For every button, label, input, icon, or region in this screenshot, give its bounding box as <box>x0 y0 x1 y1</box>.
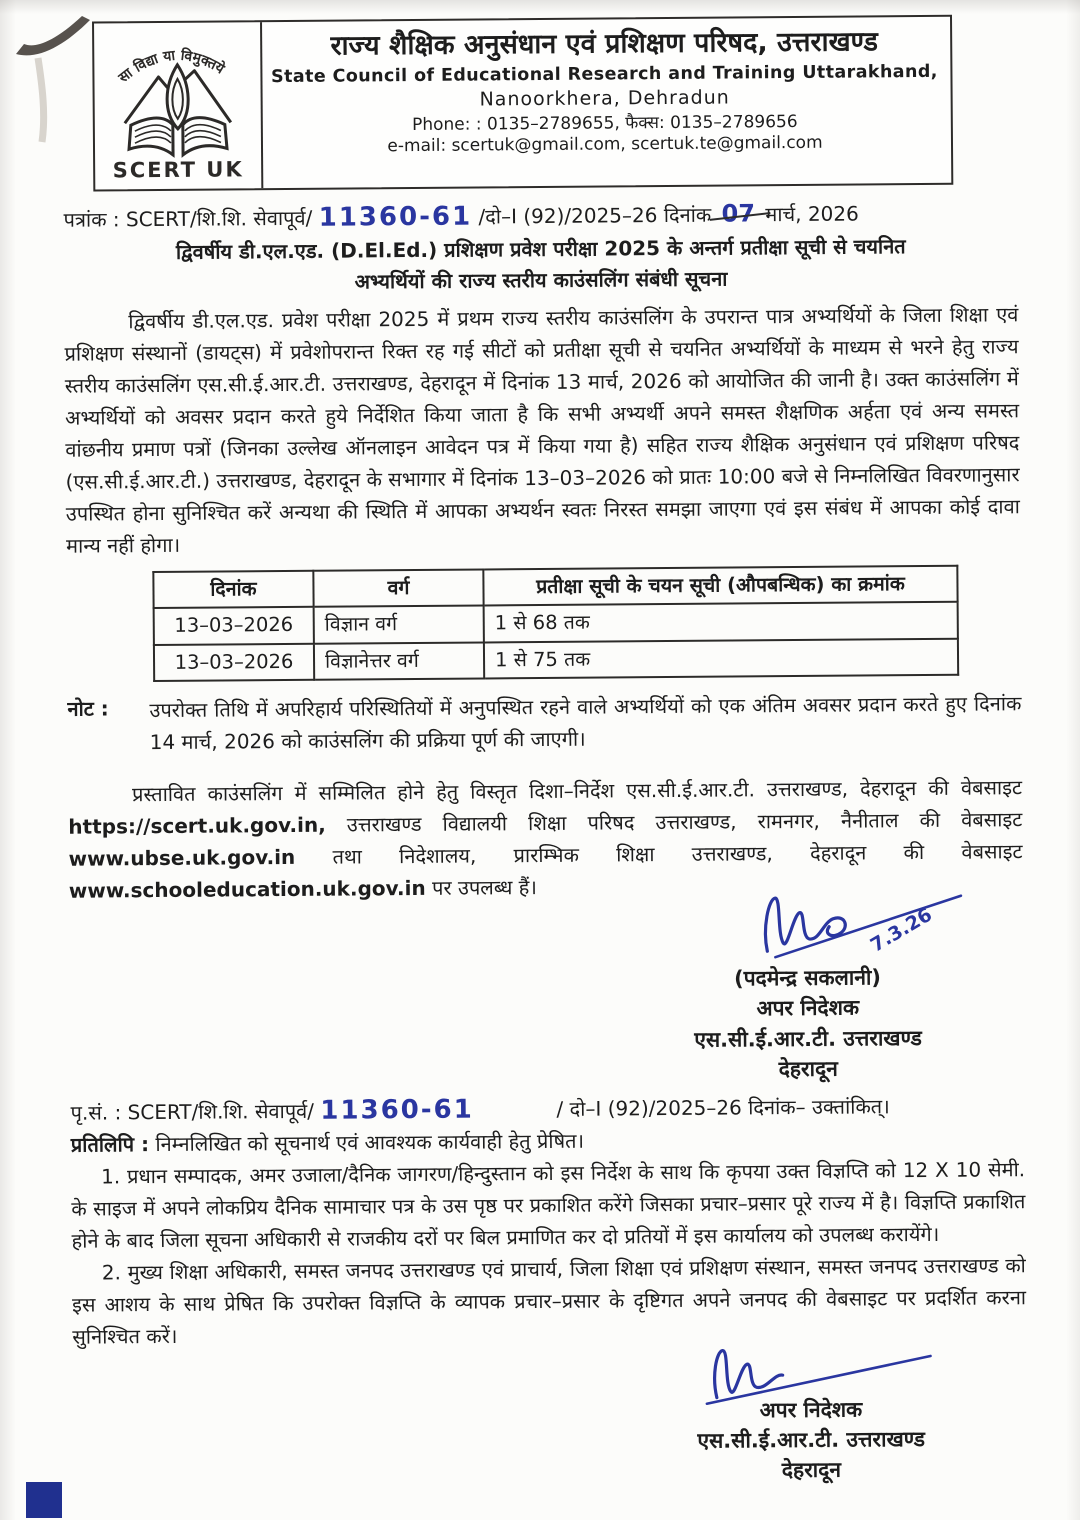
scert-logo <box>94 22 263 189</box>
table-cell-date: 13–03–2026 <box>154 643 314 681</box>
signer-title: अपर निदेशक <box>756 995 860 1021</box>
scan-corner-square-artifact <box>26 1482 62 1518</box>
website-url-scert: https://scert.uk.gov.in, <box>68 812 326 839</box>
table-header-serial: प्रतीक्षा सूची के चयन सूची (औपबन्धिक) का क्रमांक <box>483 566 957 606</box>
table-cell-serial: 1 से 68 तक <box>484 602 958 642</box>
ref2-prefix: पृ.सं. : SCERT/शि.शि. सेवापूर्व/ <box>70 1098 315 1125</box>
org-name-english: State Council of Educational Research and Training Uttarakhand, <box>271 61 938 87</box>
signer-name: (पदमेन्द्र सकलानी) <box>734 965 882 991</box>
signature-ink-icon <box>747 885 978 973</box>
signature-block-2 <box>630 1339 991 1487</box>
signature-date-handwritten: 7.3.26 <box>866 903 936 957</box>
note-label: नोट : <box>67 696 109 721</box>
table-header-date: दिनांक <box>153 571 313 609</box>
scert-logo-icon <box>102 26 253 185</box>
signer-city: देहरादून <box>778 1056 838 1082</box>
ref-middle: /दो–I (92)/2025–26 दिनांक <box>478 202 712 229</box>
signer2-org: एस.सी.ई.आर.टी. उत्तराखण्ड <box>697 1426 926 1453</box>
phone-fax-line: Phone: : 0135–2789655, फैक्स: 0135–2789656 <box>411 111 798 135</box>
table-cell-category: विज्ञान वर्ग <box>314 606 484 644</box>
table-header-category: वर्ग <box>313 569 483 607</box>
para2-text: प्रस्तावित काउंसलिंग में सम्मिलित होने हेतु विस्तृत दिशा–निर्देश एस.सी.ई.आर.टी. उत्तराखण्ड, देहरादून की वेबसाइट <box>131 775 1023 807</box>
copy-item-2: 2. मुख्य शिक्षा अधिकारी, समस्त जनपद उत्तराखण्ड एवं प्राचार्य, जिला शिक्षा एवं प्रशिक्षण संस्थान, समस्त जनपद उत्तराखण्ड को इस आशय के साथ प्रेषित कि उपरोक्त विज्ञप्ति के व्यापक प्रचार–प्रसार के दृष्टिगत अपने जनपद की वेबसाइट पर प्रदर्शित करना सुनिश्चित करें। <box>71 1252 1027 1349</box>
subject-line-1: द्विवर्षीय डी.एल.एड. (D.El.Ed.) प्रशिक्षण प्रवेश परीक्षा 2025 के अन्तर्ग प्रतीक्षा सूची से चयनित <box>175 234 906 264</box>
table-row <box>154 638 958 681</box>
subject-line-2: अभ्यर्थियों की राज्य स्तरीय काउंसलिंग संबंधी सूचना <box>354 266 728 294</box>
table-header-row <box>153 566 957 609</box>
website-url-ubse: www.ubse.uk.gov.in <box>68 844 296 871</box>
para2-text: उत्तराखण्ड विद्यालयी शिक्षा परिषद उत्तराखण्ड, रामनगर, नैनीताल की वेबसाइट <box>325 807 1023 837</box>
ref-date-handwritten: 07 <box>717 199 759 227</box>
website-url-schooleducation: www.schooleducation.uk.gov.in <box>68 875 426 903</box>
signer2-title: अपर निदेशक <box>759 1397 863 1422</box>
svg-text:सा विद्या या विमुक्तये: सा विद्या या विमुक्तये <box>115 47 227 87</box>
copy-intro: निम्नलिखित को सूचनार्थ एवं आवश्यक कार्यवाही हेतु प्रेषित। <box>155 1128 585 1156</box>
para2-text: तथा निदेशालय, प्रारम्भिक शिक्षा उत्तराखण्ड, देहरादून की वेबसाइट <box>295 839 1023 869</box>
note-block <box>67 687 1021 758</box>
ref2-suffix: / दो–I (92)/2025–26 दिनांक– उक्तांकित्। <box>556 1093 890 1121</box>
table-cell-category: विज्ञानेत्तर वर्ग <box>314 642 484 680</box>
signer2-city: देहरादून <box>781 1458 842 1483</box>
para2-text: पर उपलब्ध हैं। <box>425 874 538 900</box>
org-address: Nanoorkhera, Dehradun <box>479 86 730 110</box>
ref-number-handwritten: 11360-61 <box>318 201 473 233</box>
letterhead-box <box>92 15 953 192</box>
table-row <box>154 602 958 645</box>
email-line: e-mail: scertuk@gmail.com, scertuk.te@gmail.com <box>387 132 823 156</box>
ref2-number-handwritten: 11360-61 <box>320 1094 474 1126</box>
ref-number-line <box>63 196 1017 233</box>
ref-prefix: पत्रांक : SCERT/शि.शि. सेवापूर्व/ <box>63 205 313 232</box>
ref-number-line-2 <box>70 1089 1024 1126</box>
signer-org: एस.सी.ई.आर.टी. उत्तराखण्ड <box>694 1025 922 1052</box>
logo-label: SCERT UK <box>112 157 244 183</box>
note-text: उपरोक्त तिथि में अपरिहार्य परिस्थितियों में अनुपस्थित रहने वाले अभ्यर्थियों को एक अंतिम अवसर प्रदान करते हुए दिनांक 14 मार्च, 2026 को काउंसलिंग की प्रक्रिया पूर्ण की जाएगी। <box>149 691 1022 754</box>
copy-item-1: 1. प्रधान सम्पादक, अमर उजाला/दैनिक जागरण/हिन्दुस्तान को इस निर्देश के साथ कि कृपया उक्त विज्ञप्ति को 12 X 10 सेमी. के साइज में अपने लोकप्रिय दैनिक सामाचार पत्र के उस पृष्ठ पर प्रकाशित करेंगे जिसका प्रचार–प्रसार पूरे राज्य में है। विज्ञप्ति प्रकाशित होने के बाद जिला सूचना अधिकारी से राजकीय दरों पर बिल प्रमाणित कर दो प्रतियों में इस कार्यालय को उपलब्ध करायेंगे। <box>71 1156 1026 1253</box>
table-cell-serial: 1 से 75 तक <box>484 638 958 678</box>
ref-suffix: मार्च, 2026 <box>765 201 859 227</box>
table-cell-date: 13–03–2026 <box>154 607 314 645</box>
signature-block-1 <box>627 885 989 1086</box>
body-paragraph-1: द्विवर्षीय डी.एल.एड. प्रवेश परीक्षा 2025 में प्रथम राज्य स्तरीय काउंसलिंग के उपरान्त पात्र अभ्यर्थियों के जिला शिक्षा एवं प्रशिक्षण संस्थानों (डायट्स) में प्रवेशोपरान्त रिक्त रह गई सीटों को प्रतीक्षा सूची से चयनित अभ्यर्थियों के माध्यम से भरने हेतु राज्य स्तरीय काउंसलिंग एस.सी.ई.आर.टी. उत्तराखण्ड, देहरादून में दिनांक 13 मार्च, 2026 को आयोजित की जानी है। उक्त काउंसलिंग में अभ्यर्थियों को अवसर प्रदान करते हुये निर्देशित किया जाता है कि सभी अभ्यर्थी अपने समस्त शैक्षणिक अर्हता एवं अन्य समस्त वांछनीय प्रमाण पत्रों (जिनका उल्लेख ऑनलाइन आवेदन पत्र में किया गया है) सहित राज्य शैक्षिक अनुसंधान एवं प्रशिक्षण परिषद (एस.सी.ई.आर.टी.) उत्तराखण्ड, देहरादून के सभागार में दिनांक 13–03–2026 को प्रातः 10:00 बजे से निम्नलिखित विवरणानुसार उपस्थित होना सुनिश्चित करें अन्यथा की स्थिति में आपका अभ्यर्थन स्वतः निरस्त समझा जाएगा एवं इस संबंध में आपका कोई दावा मान्य नहीं होगा। <box>64 302 1020 558</box>
schedule-table <box>152 565 959 682</box>
copy-label: प्रतिलिपि : <box>70 1131 150 1157</box>
org-name-hindi: राज्य शैक्षिक अनुसंधान एवं प्रशिक्षण परिषद, उत्तराखण्ड <box>330 26 879 62</box>
